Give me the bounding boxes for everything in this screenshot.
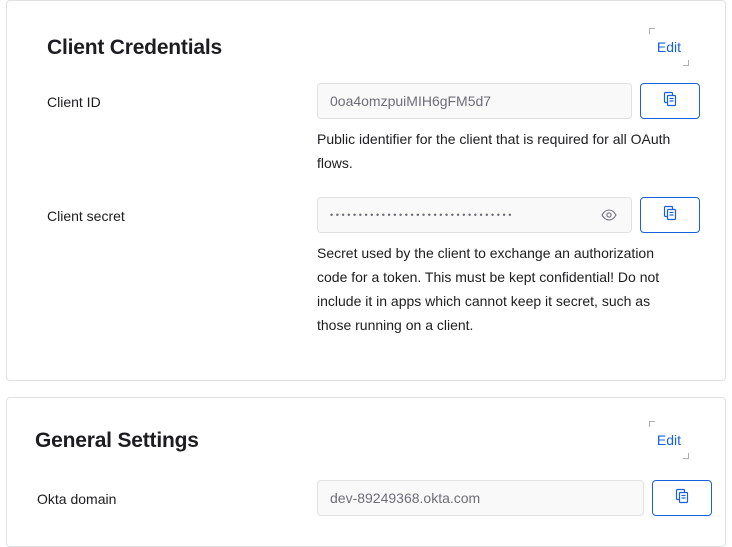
- general-settings-title: General Settings: [35, 429, 199, 452]
- edit-general-settings-button[interactable]: Edit: [653, 428, 685, 452]
- client-secret-label: Client secret: [47, 208, 125, 224]
- client-id-input[interactable]: 0oa4omzpuiMIH6gFM5d7: [317, 83, 632, 119]
- client-credentials-card: [6, 0, 726, 381]
- client-id-row: [7, 83, 725, 175]
- client-secret-input[interactable]: [317, 197, 632, 233]
- client-id-body: [317, 83, 700, 175]
- client-secret-help-text: Secret used by the client to exchange an authorization code for a token. This must be kept confidential! Do not include it in apps which cannot keep it secret, such as those running on a client.: [317, 245, 660, 333]
- general-settings-card: [6, 397, 726, 547]
- client-secret-masked-value: ••••••••••••••••••••••••••••••••: [330, 210, 515, 220]
- client-secret-input-row: [317, 197, 700, 233]
- client-credentials-header: [7, 1, 725, 61]
- client-secret-body: [317, 197, 700, 337]
- copy-icon: [674, 488, 690, 509]
- page-title: Client Credentials: [47, 36, 222, 59]
- copy-okta-domain-button[interactable]: [652, 480, 712, 516]
- okta-domain-input[interactable]: dev-89249368.okta.com: [317, 480, 644, 516]
- client-secret-row: [7, 197, 725, 337]
- okta-domain-input-row: [317, 480, 712, 516]
- edit-client-credentials-button[interactable]: Edit: [653, 35, 685, 59]
- okta-domain-body: [317, 480, 712, 516]
- copy-icon: [662, 205, 678, 226]
- copy-client-id-button[interactable]: [640, 83, 700, 119]
- client-id-input-row: [317, 83, 700, 119]
- eye-icon[interactable]: [599, 205, 619, 225]
- client-id-label: Client ID: [47, 94, 101, 110]
- general-settings-header: [7, 398, 725, 454]
- okta-domain-label: Okta domain: [37, 491, 117, 507]
- okta-domain-row: [7, 480, 725, 516]
- client-id-help-text: Public identifier for the client that is required for all OAuth flows.: [317, 131, 671, 171]
- copy-client-secret-button[interactable]: [640, 197, 700, 233]
- copy-icon: [662, 91, 678, 112]
